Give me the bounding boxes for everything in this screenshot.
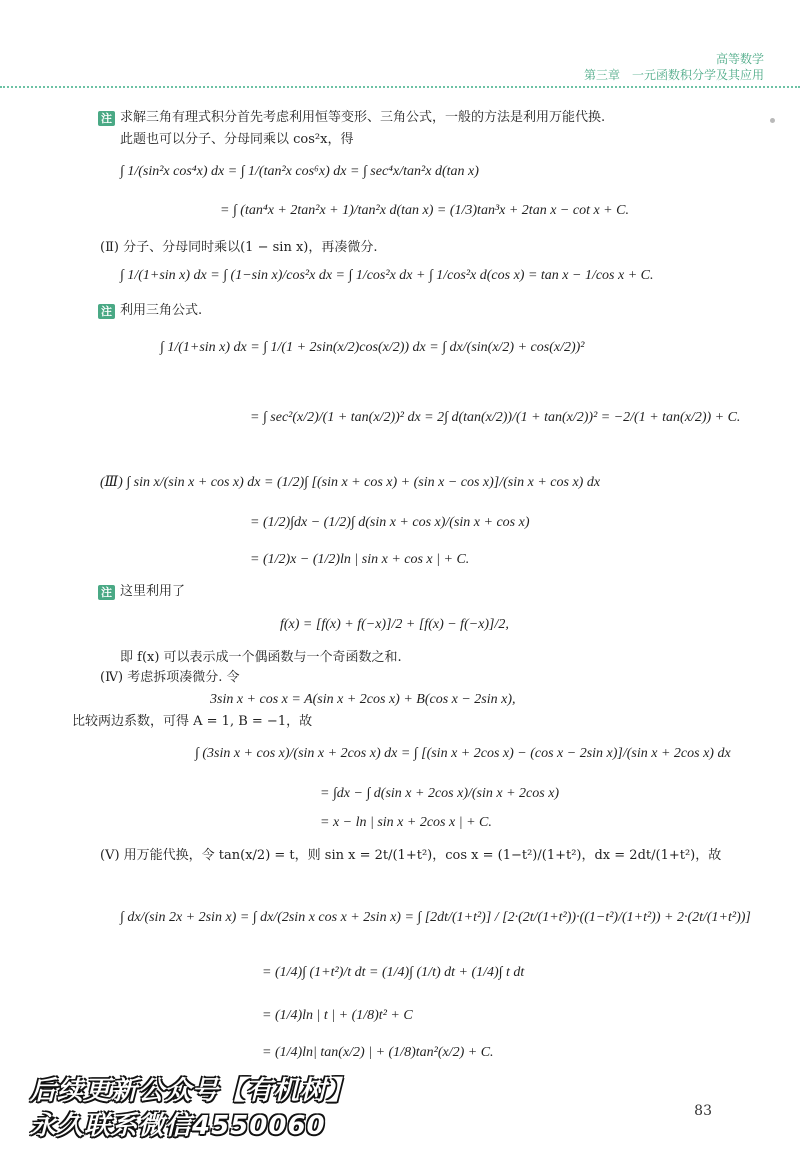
equation-14: = (1/4)∫ (1+t²)/t dt = (1/4)∫ (1/t) dt + (1/4)∫ t dt — [262, 965, 525, 980]
equation-1: ∫ 1/(sin²x cos⁴x) dx = ∫ 1/(tan²x cos⁶x) dx = ∫ sec⁴x/tan²x d(tan x) — [120, 164, 479, 179]
equation-15: = (1/4)ln | t | + (1/8)t² + C — [262, 1008, 413, 1023]
equation-5: = ∫ sec²(x/2)/(1 + tan(x/2))² dx = 2∫ d(tan(x/2))/(1 + tan(x/2))² = −2/(1 + tan(x/2)) + C. — [250, 410, 741, 425]
header-divider — [0, 86, 800, 88]
equation-8: f(x) = [f(x) + f(−x)]/2 + [f(x) − f(−x)]/2, — [280, 617, 509, 632]
equation-9: 3sin x + cos x = A(sin x + 2cos x) + B(cos x − 2sin x), — [210, 692, 516, 707]
equation-12: = x − ln | sin x + 2cos x | + C. — [320, 815, 492, 830]
equation-6: = (1/2)∫dx − (1/2)∫ d(sin x + cos x)/(sin x + cos x) — [250, 515, 530, 530]
part-4-text-continued: 比较两边系数，可得 A = 1, B = −1，故 — [72, 714, 313, 729]
equation-11: = ∫dx − ∫ d(sin x + 2cos x)/(sin x + 2cos x) — [320, 786, 560, 801]
equation-13: ∫ dx/(sin 2x + 2sin x) = ∫ dx/(2sin x cos x + 2sin x) = ∫ [2dt/(1+t²)] / [2·(2t/(1+t²))·((1−t²)/(1+t²)) + 2·(2t/(1+t²))] — [120, 910, 751, 925]
part-4-text: (Ⅳ) 考虑拆项凑微分. 令 — [100, 670, 240, 685]
page-number: 83 — [694, 1103, 712, 1119]
note-icon: 注 — [98, 585, 115, 600]
equation-2: = ∫ (tan⁴x + 2tan²x + 1)/tan²x d(tan x) = (1/3)tan³x + 2tan x − cot x + C. — [220, 203, 629, 218]
note-1-text: 求解三角有理式积分首先考虑利用恒等变形、三角公式，一般的方法是利用万能代换. — [120, 110, 606, 125]
equation-4: ∫ 1/(1+sin x) dx = ∫ 1/(1 + 2sin(x/2)cos(x/2)) dx = ∫ dx/(sin(x/2) + cos(x/2))² — [160, 340, 585, 355]
watermark-line-2: 永久联系微信4550060 — [30, 1111, 326, 1141]
note-3-text-continued: 即 f(x) 可以表示成一个偶函数与一个奇函数之和. — [120, 650, 402, 665]
note-1-text-continued: 此题也可以分子、分母同乘以 cos²x，得 — [120, 132, 354, 147]
part-5-text: (Ⅴ) 用万能代换，令 tan(x/2) = t，则 sin x = 2t/(1+t²)，cos x = (1−t²)/(1+t²)，dx = 2dt/(1+t²)，故 — [100, 848, 722, 863]
note-icon: 注 — [98, 304, 115, 319]
note-3-text: 这里利用了 — [120, 584, 186, 599]
part-3-equation: (Ⅲ) ∫ sin x/(sin x + cos x) dx = (1/2)∫ [(sin x + cos x) + (sin x − cos x)]/(sin x + cos x) dx — [100, 475, 601, 490]
note-2-text: 利用三角公式. — [120, 303, 203, 318]
margin-dot — [770, 118, 775, 123]
equation-7: = (1/2)x − (1/2)ln | sin x + cos x | + C. — [250, 552, 470, 567]
equation-16: = (1/4)ln| tan(x/2) | + (1/8)tan²(x/2) + C. — [262, 1045, 494, 1060]
part-2-text: (Ⅱ) 分子、分母同时乘以(1 − sin x)，再凑微分. — [100, 240, 378, 255]
watermark-line-1: 后续更新公众号【有机树】 — [30, 1076, 355, 1106]
note-icon: 注 — [98, 111, 115, 126]
header-chapter-title: 第三章 一元函数积分学及其应用 — [583, 68, 764, 82]
header-book-title: 高等数学 — [715, 52, 764, 66]
equation-3: ∫ 1/(1+sin x) dx = ∫ (1−sin x)/cos²x dx = ∫ 1/cos²x dx + ∫ 1/cos²x d(cos x) = tan x − 1/cos x + C. — [120, 268, 654, 283]
equation-10: ∫ (3sin x + cos x)/(sin x + 2cos x) dx = ∫ [(sin x + 2cos x) − (cos x − 2sin x)]/(sin x + 2cos x) dx — [195, 746, 731, 761]
